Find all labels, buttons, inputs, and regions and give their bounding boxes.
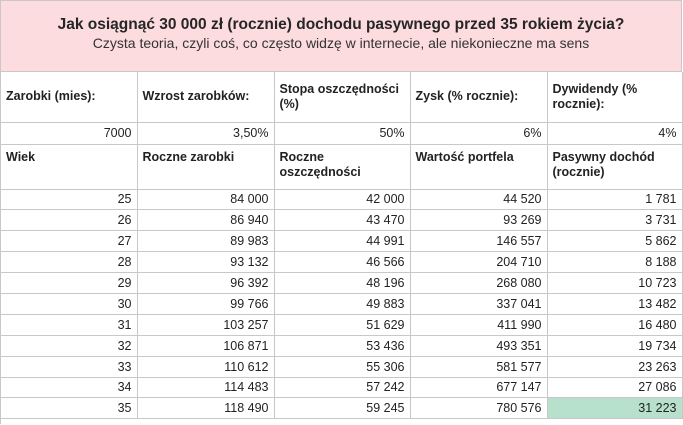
annual-earnings-cell[interactable]: 99 766 [137, 293, 274, 314]
age-cell[interactable]: 29 [1, 273, 137, 294]
table-row [1, 398, 682, 419]
column-header-passive-income[interactable]: Pasywny dochód (rocznie) [547, 144, 682, 189]
param-label-cell[interactable]: Stopa oszczędności (%) [274, 72, 410, 122]
column-header-age[interactable]: Wiek [1, 144, 137, 189]
annual-savings-cell[interactable]: 49 883 [274, 293, 410, 314]
table-row [1, 210, 682, 231]
passive-income-cell[interactable]: 27 086 [547, 377, 682, 398]
annual-earnings-cell[interactable]: 84 000 [137, 189, 274, 210]
column-header-annual-earnings[interactable]: Roczne zarobki [137, 144, 274, 189]
age-cell[interactable]: 26 [1, 210, 137, 231]
age-cell[interactable]: 35 [1, 398, 137, 419]
param-label-cell[interactable]: Zysk (% rocznie): [410, 72, 547, 122]
age-cell[interactable]: 34 [1, 377, 137, 398]
age-cell[interactable]: 28 [1, 252, 137, 273]
title-banner [1, 1, 682, 72]
table-row [1, 189, 682, 210]
annual-savings-cell[interactable]: 42 000 [274, 189, 410, 210]
passive-income-cell[interactable]: 31 223 [547, 398, 682, 419]
portfolio-value-cell[interactable]: 337 041 [410, 293, 547, 314]
param-value-cell[interactable]: 4% [547, 122, 682, 144]
table-row [1, 231, 682, 252]
portfolio-value-cell[interactable]: 268 080 [410, 273, 547, 294]
annual-savings-cell[interactable]: 57 242 [274, 377, 410, 398]
portfolio-value-cell[interactable]: 493 351 [410, 335, 547, 356]
table-row [1, 314, 682, 335]
portfolio-value-cell[interactable]: 581 577 [410, 356, 547, 377]
passive-income-cell[interactable]: 19 734 [547, 335, 682, 356]
annual-savings-cell[interactable]: 53 436 [274, 335, 410, 356]
portfolio-value-cell[interactable]: 677 147 [410, 377, 547, 398]
passive-income-cell[interactable]: 1 781 [547, 189, 682, 210]
age-cell[interactable]: 30 [1, 293, 137, 314]
annual-savings-cell[interactable]: 55 306 [274, 356, 410, 377]
table-row [1, 293, 682, 314]
passive-income-cell[interactable]: 16 480 [547, 314, 682, 335]
data-table [1, 72, 683, 419]
age-cell[interactable]: 25 [1, 189, 137, 210]
column-header-annual-savings[interactable]: Roczne oszczędności [274, 144, 410, 189]
param-label-cell[interactable]: Wzrost zarobków: [137, 72, 274, 122]
param-label-cell[interactable]: Zarobki (mies): [1, 72, 137, 122]
annual-earnings-cell[interactable]: 106 871 [137, 335, 274, 356]
portfolio-value-cell[interactable]: 93 269 [410, 210, 547, 231]
annual-savings-cell[interactable]: 43 470 [274, 210, 410, 231]
table-row [1, 273, 682, 294]
annual-earnings-cell[interactable]: 93 132 [137, 252, 274, 273]
portfolio-value-cell[interactable]: 411 990 [410, 314, 547, 335]
passive-income-cell[interactable]: 23 263 [547, 356, 682, 377]
annual-savings-cell[interactable]: 48 196 [274, 273, 410, 294]
passive-income-cell[interactable]: 13 482 [547, 293, 682, 314]
annual-savings-cell[interactable]: 46 566 [274, 252, 410, 273]
param-value-cell[interactable]: 7000 [1, 122, 137, 144]
table-row [1, 356, 682, 377]
annual-earnings-cell[interactable]: 114 483 [137, 377, 274, 398]
passive-income-cell[interactable]: 10 723 [547, 273, 682, 294]
param-label-cell[interactable]: Dywidendy (% rocznie): [547, 72, 682, 122]
page-subtitle: Czysta teoria, czyli coś, co często widzę w internecie, ale niekonieczne ma sens [92, 35, 590, 51]
portfolio-value-cell[interactable]: 146 557 [410, 231, 547, 252]
annual-savings-cell[interactable]: 51 629 [274, 314, 410, 335]
params-values-row [1, 122, 682, 144]
param-value-cell[interactable]: 6% [410, 122, 547, 144]
param-value-cell[interactable]: 50% [274, 122, 410, 144]
params-header-row [1, 72, 682, 122]
table-row [1, 335, 682, 356]
annual-earnings-cell[interactable]: 103 257 [137, 314, 274, 335]
age-cell[interactable]: 27 [1, 231, 137, 252]
age-cell[interactable]: 33 [1, 356, 137, 377]
age-cell[interactable]: 32 [1, 335, 137, 356]
age-cell[interactable]: 31 [1, 314, 137, 335]
portfolio-value-cell[interactable]: 44 520 [410, 189, 547, 210]
column-header-row [1, 144, 682, 189]
table-row [1, 377, 682, 398]
annual-earnings-cell[interactable]: 118 490 [137, 398, 274, 419]
annual-savings-cell[interactable]: 59 245 [274, 398, 410, 419]
portfolio-value-cell[interactable]: 780 576 [410, 398, 547, 419]
table-row [1, 252, 682, 273]
annual-savings-cell[interactable]: 44 991 [274, 231, 410, 252]
data-rows [1, 189, 682, 419]
param-value-cell[interactable]: 3,50% [137, 122, 274, 144]
passive-income-cell[interactable]: 5 862 [547, 231, 682, 252]
annual-earnings-cell[interactable]: 110 612 [137, 356, 274, 377]
passive-income-cell[interactable]: 8 188 [547, 252, 682, 273]
annual-earnings-cell[interactable]: 86 940 [137, 210, 274, 231]
portfolio-value-cell[interactable]: 204 710 [410, 252, 547, 273]
column-header-portfolio-value[interactable]: Wartość portfela [410, 144, 547, 189]
page-title: Jak osiągnąć 30 000 zł (rocznie) dochodu pasywnego przed 35 rokiem życia? [57, 16, 625, 33]
annual-earnings-cell[interactable]: 96 392 [137, 273, 274, 294]
annual-earnings-cell[interactable]: 89 983 [137, 231, 274, 252]
passive-income-cell[interactable]: 3 731 [547, 210, 682, 231]
